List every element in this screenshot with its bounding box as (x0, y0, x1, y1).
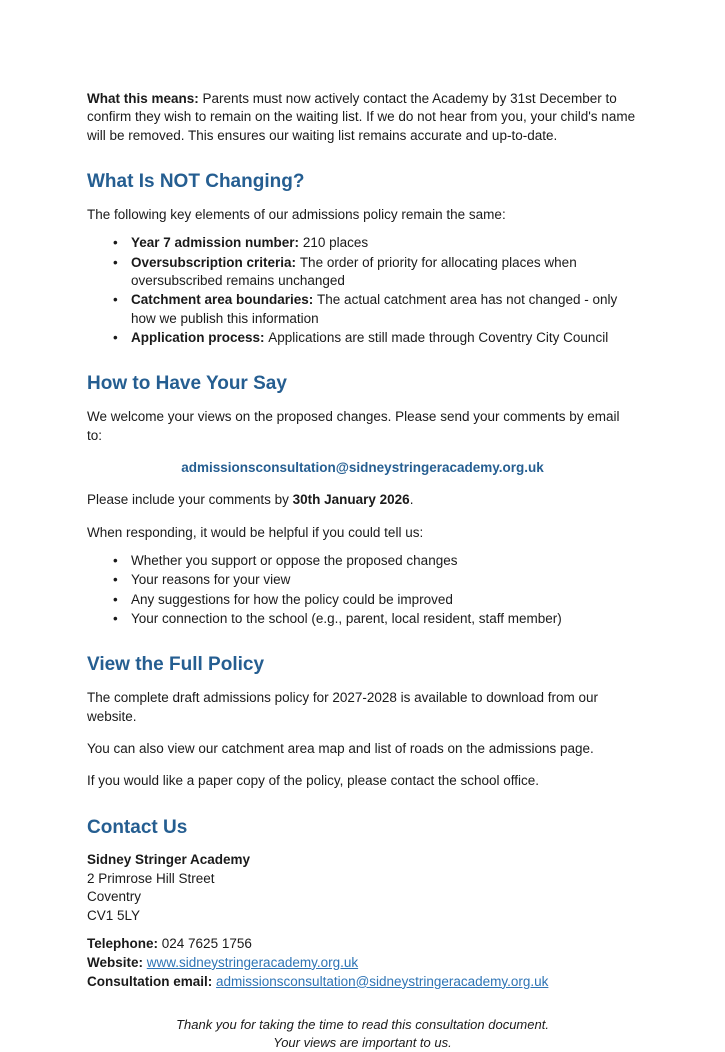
website-link[interactable]: www.sidneystringeracademy.org.uk (146, 954, 359, 970)
list-item (113, 291, 638, 328)
bullet-rest: The order of priority for allocating places when oversubscribed remains unchanged (131, 254, 577, 288)
heading-contact-us: Contact Us (87, 816, 188, 838)
bullet-lead: Catchment area boundaries: (131, 292, 318, 308)
have-your-say-intro: We welcome your views on the proposed changes. Please send your comments by email to: (87, 409, 620, 443)
intro-lead: What this means: (87, 91, 203, 106)
bullet-lead: Year 7 admission number: (131, 235, 303, 251)
address-line: Coventry (87, 889, 142, 905)
bullet-lead: Application process: (131, 330, 269, 346)
consultation-email-line (87, 973, 638, 992)
intro-paragraph (87, 90, 638, 145)
intro-rest: Parents must now actively contact the Academy by 31st December to confirm they wish to remain on the waiting list. If we do not hear from you, your child's name will be removed. This ensures our waiting list remains accurate and up-to-date. (87, 91, 636, 143)
closing-note (87, 1016, 638, 1052)
telephone-label: Telephone: (87, 935, 162, 951)
tell-us-paragraph: When responding, it would be helpful if you could tell us: (87, 524, 424, 540)
closing-line: Your views are important to us. (273, 1034, 452, 1050)
closing-line: Thank you for taking the time to read this consultation document. (176, 1016, 549, 1032)
school-name: Sidney Stringer Academy (87, 852, 251, 868)
website-line (87, 954, 638, 973)
telephone-line (87, 935, 638, 954)
list-item: • Whether you support or oppose the proposed changes (113, 552, 638, 570)
deadline-date: 30th January 2026 (292, 492, 410, 508)
consultation-email-label: Consultation email: (87, 973, 217, 989)
not-changing-intro: The following key elements of our admissions policy remain the same: (87, 206, 506, 222)
deadline-paragraph (87, 491, 638, 509)
list-item: • Your connection to the school (e.g., parent, local resident, staff member) (113, 610, 638, 628)
consultation-email-footer-link[interactable]: admissionsconsultation@sidneystringeracademy.org.uk (216, 973, 549, 989)
deadline-after: . (409, 492, 414, 508)
deadline-before: Please include your comments by (87, 492, 293, 508)
list-item: • Your reasons for your view (113, 571, 638, 589)
not-changing-list (87, 234, 638, 347)
list-item (113, 254, 638, 291)
address-line: CV1 5LY (87, 907, 141, 923)
heading-have-your-say: How to Have Your Say (87, 373, 287, 395)
bullet-lead: Oversubscription criteria: (131, 254, 300, 270)
contact-lines (87, 935, 638, 992)
full-policy-para2: You can also view our catchment area map and list of roads on the admissions page. (87, 740, 594, 756)
telephone-value: 024 7625 1756 (161, 935, 252, 951)
full-policy-para1: The complete draft admissions policy for 2027-2028 is available to download from our website. (87, 690, 599, 724)
heading-not-changing: What Is NOT Changing? (87, 171, 305, 193)
bullet-rest: Applications are still made through Coventry City Council (268, 330, 609, 346)
consultation-email-link[interactable]: admissionsconsultation@sidneystringeracademy.org.uk (181, 459, 544, 475)
address-block (87, 851, 638, 924)
bullet-rest: The actual catchment area has not changed - only how we publish this information (131, 292, 618, 326)
bullet-rest: 210 places (302, 235, 369, 251)
list-item: • Any suggestions for how the policy could be improved (113, 591, 638, 609)
have-your-say-list (87, 552, 638, 628)
list-item (113, 234, 638, 252)
address-line: 2 Primrose Hill Street (87, 870, 215, 886)
heading-full-policy: View the Full Policy (87, 654, 265, 676)
website-label: Website: (87, 954, 147, 970)
full-policy-para3: If you would like a paper copy of the policy, please contact the school office. (87, 773, 540, 789)
list-item (113, 329, 638, 347)
